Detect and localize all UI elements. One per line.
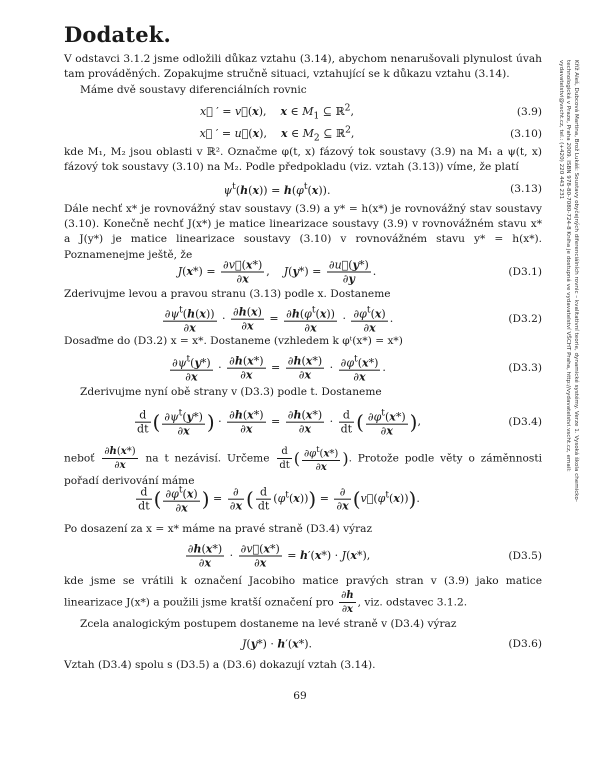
paragraph-substitute: Dosaďme do (D3.2) x = x*. Dostaneme (vzhledem k φᵗ(x*) = x*) <box>64 335 403 347</box>
text-fragment: neboť <box>64 452 95 465</box>
paragraph-flows: kde M₁, M₂ jsou oblasti v ℝ². Označme φ(t, x) fázový tok soustavy (3.9) na M₁ a ψ(t, x) fázový tok soustavy (3.10) na M₂. Podle předpokladu (viz. vztah (3.13)) víme, že platí <box>64 146 542 174</box>
equation-number: (D3.3) <box>508 362 542 374</box>
paragraph-equilibria: Dále nechť x* je rovnovážný stav soustavy (3.9) a y* = h(x*) je rovnovážný stav soustavy (3.10). Konečně nechť J(x*) je matice linearizace soustavy (3.9) v rovnovážném stavu x* a J(y*) je matice linearizace soustavy (3.10) v rovnovážném stavu y* = h(x*). Poznamenejme ještě, že <box>64 203 542 261</box>
equation-number: (D3.4) <box>508 416 542 428</box>
equation-D3-6: J(y*) · h′(x*). (D3.6) <box>241 637 542 651</box>
equation-3-10: x⃗ ′ = u⃗(x), x ∈ $M_2$ ⊆ ℝ$^2$, (3.10) <box>199 124 542 144</box>
equation-number: (D3.2) <box>508 313 542 325</box>
equation-3-13: $\psi^t(h(x)) = h(\varphi^t(x))$. (3.13) <box>223 181 542 197</box>
paragraph-derivative: Zderivujme levou a pravou stranu (3.13) podle x. Dostaneme <box>64 288 391 300</box>
equation-number: (D3.5) <box>508 550 542 562</box>
paragraph-intro: V odstavci 3.1.2 jsme odložili důkaz vztahu (3.14), abychom nenarušovali plynulost úvah tam prováděných. Zopakujme stručně situaci, vztahující se k důkazu vztahu (3.14). <box>64 53 542 81</box>
section-heading: Dodatek. <box>64 22 172 47</box>
equation-D3-1: J(x*) = $\frac{\partial v⃗(x*)}{\partial x}$ , J(y*) = $\frac{\partial u⃗(y*)}{\partial y}$ . (D3.1) <box>177 258 542 286</box>
paragraph-systems: Máme dvě soustavy diferenciálních rovnic <box>80 84 307 96</box>
paragraph-left-side: Zcela analogickým postupem dostaneme na levé straně v (D3.4) výraz <box>80 618 457 630</box>
equation-3-9: x⃗ ′ = v⃗(x), x ∈ $M_1$ ⊆ ℝ$^2$, (3.9) <box>200 102 542 122</box>
paragraph-conclusion: Vztah (D3.4) spolu s (D3.5) a (D3.6) dokazují vztah (3.14). <box>64 659 376 671</box>
text-fragment: na t nezávisí. Určeme <box>145 452 270 465</box>
equation-number: (3.9) <box>516 106 542 118</box>
side-citation-text: Kříž Aleš, Dubcová Martina, Brož Lukáš: Soustavy obyčejných diferenciálních rovnic – kvalitativní teorie, dynamické systémy. Verze 1. Vysoká škola chemicko-technologická v Praze, Praha 2009. ISBN 978-80-7080-724-8 Kniha je dostupná ve vydavatelství VŠCHT Praha, http://vydavatelstvi.vscht.cz, email: vydavatelstvi@vscht.cz, tel.: (+420) 220 443 231 <box>558 60 579 502</box>
equation-number: (D3.6) <box>508 638 542 650</box>
equation-D3-4: $\frac{d}{dt}$ ( $\frac{\partial\psi^t(y*)}{\partial x}$ ) · $\frac{\partial h(x*)}{\partial x}$ = $\frac{\partial h(x*)}{\partial x}$ · $\frac{d}{dt}$ ( $\frac{\partial\varphi^t(x*)}{\partial x}$ ), (D3.4) <box>137 407 542 438</box>
equation-D3-3: $\frac{\partial\psi^t(y*)}{\partial x}$ · $\frac{\partial h(x*)}{\partial x}$ = $\frac{\partial h(x*)}{\partial x}$ · $\frac{\partial\varphi^t(x*)}{\partial x}$ . (D3.3) <box>172 353 542 384</box>
text-fragment: kde jsme se vrátili k označení Jacobiho matice pravých stran v (3.9) jako matice linearizace J(x*) a použili jsme kratší označení pro <box>64 575 542 609</box>
text-fragment: . Protože podle věty o záměnnosti pořadí derivování máme <box>64 452 543 488</box>
equation-D3-2: $\frac{\partial\psi^t(h(x))}{\partial x}$ · $\frac{\partial h(x)}{\partial x}$ = $\frac{\partial h(\varphi^t(x))}{\partial x}$ · $\frac{\partial\varphi^t(x)}{\partial x}$ . (D3.2) <box>164 304 542 335</box>
equation-number: (D3.1) <box>508 266 542 278</box>
side-citation <box>558 60 579 530</box>
text-fragment: , viz. odstavec 3.1.2. <box>357 596 468 609</box>
paragraph-right-side: Po dosazení za x = x* máme na pravé straně (D3.4) výraz <box>64 523 373 535</box>
page-number: 69 <box>293 690 307 702</box>
equation-D3-5: $\frac{\partial h(x*)}{\partial x}$ · $\frac{\partial v⃗(x*)}{\partial x}$ = h′(x*) · J(x*), (D3.5) <box>187 542 542 570</box>
paragraph-jacobi: kde jsme se vrátili k označení Jacobiho matice pravých stran v (3.9) jako matice linearizace J(x*) a použili jsme kratší označení pro $\frac{\partial h}{\partial x}$ , viz. odstavec 3.1.2. <box>64 575 542 616</box>
paragraph-independence: neboť $\frac{\partial h(x*)}{\partial x}$ na t nezávisí. Určeme $\frac{d}{dt}$ ( $\frac{\partial\varphi^t(x*)}{\partial x}$ ). Protože podle věty o záměnnosti pořadí derivování máme <box>64 444 543 488</box>
equation-number: (3.13) <box>510 183 542 195</box>
equation-commutation: $\frac{d}{dt}$ ( $\frac{\partial\varphi^t(x)}{\partial x}$ ) = $\frac{\partial}{\partial x}$ ( $\frac{d}{dt}$ $(\varphi^t(x))$) = $\frac{\partial}{\partial x}$ $(v⃗(\varphi^t(x)))$. <box>138 484 420 515</box>
equation-number: (3.10) <box>510 128 542 140</box>
paragraph-time-derivative: Zderivujme nyní obě strany v (D3.3) podle t. Dostaneme <box>80 386 382 398</box>
